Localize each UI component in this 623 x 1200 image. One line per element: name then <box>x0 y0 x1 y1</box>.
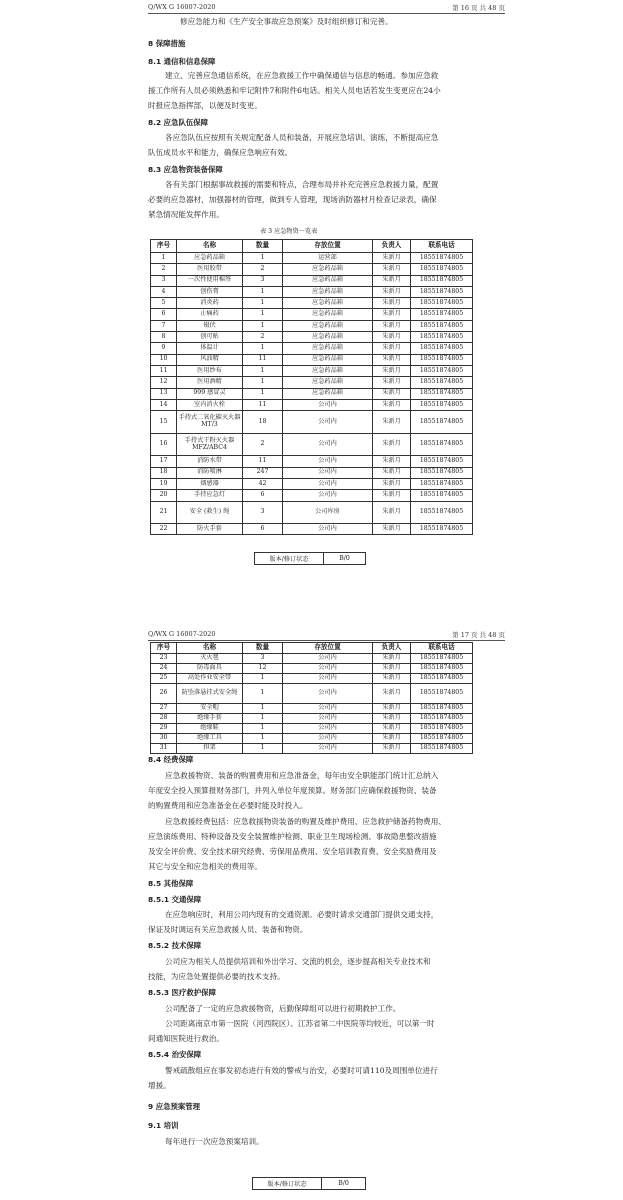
cell-owner: 朱新月 <box>373 501 411 524</box>
cell-phone: 18551874805 <box>411 343 473 354</box>
paragraph-line: 应急救援物资、装备的购置费用和应急准备金，每年由安全职能部门统计汇总纳入 <box>165 771 439 780</box>
cell-owner: 朱新月 <box>373 684 411 704</box>
cell-qty: 1 <box>243 309 283 320</box>
revision-value: B/0 <box>339 555 350 562</box>
cell-qty: 1 <box>243 734 283 744</box>
cell-no: 6 <box>151 309 177 320</box>
cell-phone: 18551874805 <box>411 467 473 478</box>
cell-name: 绝缘鞋 <box>177 724 243 734</box>
cell-location: 运营部 <box>283 253 373 264</box>
section-heading: 8.5 其他保障 <box>148 879 194 888</box>
cell-location: 公司内 <box>283 714 373 724</box>
cell-name: 应急药品箱 <box>177 253 243 264</box>
cell-no: 11 <box>151 365 177 376</box>
cell-location: 应急药品箱 <box>283 388 373 399</box>
section-heading: 8.5.3 医疗救护保障 <box>148 988 216 997</box>
table-row <box>151 275 473 286</box>
table-row <box>151 456 473 467</box>
cell-no: 1 <box>151 253 177 264</box>
paragraph-line: 各应急队伍应按照有关规定配备人员和装备，开展应急培训、演练，不断提高应急 <box>165 133 439 142</box>
cell-name: 止痛药 <box>177 309 243 320</box>
cell-no: 10 <box>151 354 177 365</box>
paragraph-line: 应急救援经费包括：应急救援物资装备的购置及维护费用、应急救护储备药物费用、 <box>165 817 446 826</box>
cell-owner: 朱新月 <box>373 456 411 467</box>
cell-location: 应急药品箱 <box>283 354 373 365</box>
cell-owner: 朱新月 <box>373 286 411 297</box>
cell-name: 防毒面具 <box>177 664 243 674</box>
cell-location: 应急药品箱 <box>283 332 373 343</box>
cell-location: 应急药品箱 <box>283 343 373 354</box>
cell-no: 2 <box>151 264 177 275</box>
cell-qty: 1 <box>243 298 283 309</box>
cell-qty: 1 <box>243 714 283 724</box>
cell-location: 公司内 <box>283 734 373 744</box>
cell-qty: 11 <box>243 354 283 365</box>
cell-location: 应急药品箱 <box>283 275 373 286</box>
cell-name: 绝缘手套 <box>177 714 243 724</box>
cell-name: 高处作业安全带 <box>177 674 243 684</box>
col-header-name: 名称 <box>177 240 243 253</box>
col-header-name: 名称 <box>177 643 243 654</box>
cell-owner: 朱新月 <box>373 490 411 501</box>
cell-phone: 18551874805 <box>411 354 473 365</box>
table-row <box>151 332 473 343</box>
cell-no: 20 <box>151 490 177 501</box>
cell-phone: 18551874805 <box>411 501 473 524</box>
paragraph-line: 保证及时调运有关应急救援人员、装备和物资。 <box>148 925 308 934</box>
cell-phone: 18551874805 <box>411 286 473 297</box>
revision-label: 版本/修订状态 <box>255 553 324 564</box>
cell-phone: 18551874805 <box>411 654 473 664</box>
cell-qty: 11 <box>243 399 283 410</box>
cell-qty: 1 <box>243 388 283 399</box>
cell-no: 30 <box>151 734 177 744</box>
table-row <box>151 343 473 354</box>
cell-owner: 朱新月 <box>373 343 411 354</box>
cell-phone: 18551874805 <box>411 724 473 734</box>
cell-qty: 1 <box>243 286 283 297</box>
cell-no: 14 <box>151 399 177 410</box>
cell-no: 15 <box>151 411 177 434</box>
cell-name: 防坠落悬挂式安全绳 <box>177 684 243 704</box>
col-header-no: 序号 <box>151 240 177 253</box>
cell-location: 应急药品箱 <box>283 298 373 309</box>
cell-phone: 18551874805 <box>411 674 473 684</box>
table-row <box>151 264 473 275</box>
paragraph-line: 的购置费用和应急准备金在必要时能及时投入。 <box>148 801 308 810</box>
cell-qty: 11 <box>243 456 283 467</box>
table-row <box>151 377 473 388</box>
cell-name: 医用酒精 <box>177 377 243 388</box>
cell-owner: 朱新月 <box>373 320 411 331</box>
revision-value: B/0 <box>338 1180 349 1187</box>
paragraph-line: 各有关部门根据事故救援的需要和特点，合理布局并补充完善应急救援力量，配置 <box>165 180 439 189</box>
cell-location: 公司内 <box>283 456 373 467</box>
paragraph-line: 队伍成员水平和能力，确保应急响应有效。 <box>148 148 293 157</box>
cell-qty: 42 <box>243 478 283 489</box>
cell-qty: 3 <box>243 501 283 524</box>
table-row <box>151 354 473 365</box>
cell-location: 应急药品箱 <box>283 377 373 388</box>
cell-phone: 18551874805 <box>411 744 473 754</box>
cell-name: 创可贴 <box>177 332 243 343</box>
document-page-17 <box>0 628 623 1200</box>
paragraph-line: 增援。 <box>148 1081 171 1090</box>
cell-location: 公司内 <box>283 490 373 501</box>
cell-phone: 18551874805 <box>411 456 473 467</box>
table-row <box>151 501 473 524</box>
col-header-phone: 联系电话 <box>411 240 473 253</box>
cell-owner: 朱新月 <box>373 253 411 264</box>
cell-owner: 朱新月 <box>373 744 411 754</box>
col-header-location: 存放位置 <box>283 240 373 253</box>
cell-name: 消炎药 <box>177 298 243 309</box>
paragraph-line: 及安全评价费、安全技术研究经费、劳保用品费用、安全培训教育费、安全奖励费用及 <box>148 847 437 856</box>
cell-no: 26 <box>151 684 177 704</box>
cell-no: 25 <box>151 674 177 684</box>
cell-owner: 朱新月 <box>373 332 411 343</box>
cell-owner: 朱新月 <box>373 298 411 309</box>
cell-no: 4 <box>151 286 177 297</box>
table-row <box>151 490 473 501</box>
table-row <box>151 744 473 754</box>
cell-phone: 18551874805 <box>411 684 473 704</box>
cell-phone: 18551874805 <box>411 524 473 535</box>
paragraph-line: 紧急情况能发挥作用。 <box>148 210 224 219</box>
section-heading: 9.1 培训 <box>148 1121 179 1130</box>
paragraph-line: 间通知医院进行救治。 <box>148 1034 224 1043</box>
table-row <box>151 253 473 264</box>
cell-no: 12 <box>151 377 177 388</box>
col-header-location: 存放位置 <box>283 643 373 654</box>
paragraph-line: 援工作所有人员必须熟悉和牢记附件7和附件6电话。相关人员电话若发生变更应在24小 <box>148 86 441 95</box>
cell-qty: 1 <box>243 674 283 684</box>
cell-owner: 朱新月 <box>373 309 411 320</box>
cell-phone: 18551874805 <box>411 490 473 501</box>
paragraph-line: 时报应急指挥部，以便及时变更。 <box>148 101 262 110</box>
cell-name: 担架 <box>177 744 243 754</box>
cell-qty: 12 <box>243 664 283 674</box>
cell-owner: 朱新月 <box>373 714 411 724</box>
col-header-qty: 数量 <box>243 643 283 654</box>
table-row <box>151 714 473 724</box>
cell-no: 19 <box>151 478 177 489</box>
cell-name: 手持应急灯 <box>177 490 243 501</box>
cell-owner: 朱新月 <box>373 654 411 664</box>
cell-name: 烟感器 <box>177 478 243 489</box>
cell-qty: 1 <box>243 343 283 354</box>
section-heading: 8.5.4 治安保障 <box>148 1050 202 1059</box>
table-row <box>151 365 473 376</box>
col-header-qty: 数量 <box>243 240 283 253</box>
cell-no: 18 <box>151 467 177 478</box>
cell-phone: 18551874805 <box>411 309 473 320</box>
cell-phone: 18551874805 <box>411 388 473 399</box>
table-row <box>151 286 473 297</box>
cell-name: 医用胶带 <box>177 264 243 275</box>
cell-owner: 朱新月 <box>373 674 411 684</box>
cell-no: 22 <box>151 524 177 535</box>
cell-location: 公司内 <box>283 704 373 714</box>
cell-no: 8 <box>151 332 177 343</box>
paragraph-line: 其它与安全和应急相关的费用等。 <box>148 862 262 871</box>
cell-owner: 朱新月 <box>373 388 411 399</box>
section-heading: 8.1 通信和信息保障 <box>148 57 216 66</box>
paragraph-line: 年度安全投入预算报财务部门，并列入单位年度预算。财务部门应确保救援物资、装备 <box>148 786 437 795</box>
document-page-16 <box>0 0 623 580</box>
paragraph-line: 公司应为相关人员提供培训和外出学习、交流的机会，逐步提高相关专业技术和 <box>165 957 431 966</box>
doc-number: Q/WX G 16007-2020 <box>148 3 216 11</box>
cell-location: 应急药品箱 <box>283 264 373 275</box>
table-row <box>151 320 473 331</box>
cell-owner: 朱新月 <box>373 264 411 275</box>
cell-qty: 1 <box>243 320 283 331</box>
table-row <box>151 734 473 744</box>
emergency-supplies-table <box>150 239 473 535</box>
cell-qty: 3 <box>243 654 283 664</box>
cell-qty: 1 <box>243 744 283 754</box>
cell-name: 999 感冒灵 <box>177 388 243 399</box>
cell-name: 医用纱布 <box>177 365 243 376</box>
cell-qty: 1 <box>243 253 283 264</box>
cell-phone: 18551874805 <box>411 478 473 489</box>
cell-qty: 247 <box>243 467 283 478</box>
cell-location: 公司内 <box>283 674 373 684</box>
table-row <box>151 433 473 456</box>
cell-qty: 3 <box>243 275 283 286</box>
table-row <box>151 411 473 434</box>
cell-phone: 18551874805 <box>411 365 473 376</box>
cell-owner: 朱新月 <box>373 478 411 489</box>
paragraph-line: 建立、完善应急通信系统，在应急救援工作中确保通信与信息的畅通。参加应急救 <box>165 71 439 80</box>
cell-phone: 18551874805 <box>411 298 473 309</box>
table-row <box>151 524 473 535</box>
cell-phone: 18551874805 <box>411 275 473 286</box>
cell-owner: 朱新月 <box>373 734 411 744</box>
paragraph-line: 修应急能力和《生产安全事故应急预案》及时组织修订和完善。 <box>180 17 393 26</box>
cell-phone: 18551874805 <box>411 411 473 434</box>
cell-location: 公司内 <box>283 654 373 664</box>
header-rule <box>148 640 505 641</box>
cell-qty: 1 <box>243 377 283 388</box>
table-row <box>151 664 473 674</box>
table-row <box>151 704 473 714</box>
cell-phone: 18551874805 <box>411 433 473 456</box>
cell-location: 公司内 <box>283 684 373 704</box>
cell-name: 安全 (救生) 绳 <box>177 501 243 524</box>
cell-qty: 1 <box>243 724 283 734</box>
cell-name: 室内消火栓 <box>177 399 243 410</box>
cell-location: 公司内 <box>283 433 373 456</box>
cell-no: 27 <box>151 704 177 714</box>
cell-name: 镊伏 <box>177 320 243 331</box>
cell-location: 应急药品箱 <box>283 309 373 320</box>
revision-status-box <box>252 1177 366 1190</box>
cell-qty: 2 <box>243 332 283 343</box>
cell-phone: 18551874805 <box>411 399 473 410</box>
cell-location: 公司内 <box>283 724 373 734</box>
cell-location: 公司内 <box>283 524 373 535</box>
cell-owner: 朱新月 <box>373 377 411 388</box>
paragraph-line: 应急演练费用、特种设备及安全装置维护检测、职业卫生现场检测、事故隐患整改措施 <box>148 832 437 841</box>
col-header-owner: 负责人 <box>373 240 411 253</box>
section-heading: 8.5.1 交通保障 <box>148 895 202 904</box>
cell-no: 16 <box>151 433 177 456</box>
section-heading: 8.4 经费保障 <box>148 755 194 764</box>
cell-qty: 18 <box>243 411 283 434</box>
cell-name: 手持式干粉灭火器 MFZ/ABC4 <box>177 433 243 456</box>
cell-owner: 朱新月 <box>373 664 411 674</box>
cell-no: 29 <box>151 724 177 734</box>
table-header-row <box>151 240 473 253</box>
cell-name: 创伤膏 <box>177 286 243 297</box>
col-header-phone: 联系电话 <box>411 643 473 654</box>
cell-name: 一次性使用棉签 <box>177 275 243 286</box>
cell-phone: 18551874805 <box>411 734 473 744</box>
cell-qty: 6 <box>243 490 283 501</box>
table-row <box>151 684 473 704</box>
cell-qty: 6 <box>243 524 283 535</box>
cell-no: 5 <box>151 298 177 309</box>
cell-phone: 18551874805 <box>411 714 473 724</box>
paragraph-line: 每年进行一次应急预案培训。 <box>165 1137 264 1146</box>
cell-location: 公司内 <box>283 411 373 434</box>
cell-location: 公司内 <box>283 744 373 754</box>
table-row <box>151 399 473 410</box>
section-heading: 9 应急预案管理 <box>148 1102 201 1111</box>
paragraph-line: 警戒疏散组应在事发初态进行有效的警戒与治安，必要时可请110及周围单位进行 <box>165 1066 438 1075</box>
cell-owner: 朱新月 <box>373 411 411 434</box>
table-header-row <box>151 643 473 654</box>
section-heading: 8 保障措施 <box>148 39 186 48</box>
cell-phone: 18551874805 <box>411 704 473 714</box>
cell-phone: 18551874805 <box>411 264 473 275</box>
cell-location: 公司内 <box>283 467 373 478</box>
section-heading: 8.2 应急队伍保障 <box>148 118 209 127</box>
paragraph-line: 公司距离南京市第一医院（河西院区）、江苏省第二中医院等均较近，可以第一时 <box>165 1019 435 1028</box>
cell-name: 消防水带 <box>177 456 243 467</box>
table-caption: 表 3 应急物资一览表 <box>260 228 318 235</box>
cell-phone: 18551874805 <box>411 253 473 264</box>
page-number: 第 17 页 共 48 页 <box>452 631 505 639</box>
col-header-no: 序号 <box>151 643 177 654</box>
paragraph-line: 技能，为应急处置提供必要的技术支持。 <box>148 972 285 981</box>
cell-owner: 朱新月 <box>373 467 411 478</box>
section-heading: 8.5.2 技术保障 <box>148 941 202 950</box>
cell-no: 7 <box>151 320 177 331</box>
cell-qty: 1 <box>243 684 283 704</box>
cell-location: 应急药品箱 <box>283 286 373 297</box>
cell-location: 公司内 <box>283 478 373 489</box>
paragraph-line: 公司配备了一定的应急救援物资，后勤保障组可以进行初期救护工作。 <box>165 1004 401 1013</box>
cell-name: 灭火毯 <box>177 654 243 664</box>
cell-name: 手持式二氧化碳灭火器 MT/3 <box>177 411 243 434</box>
cell-location: 公司库房 <box>283 501 373 524</box>
table-row <box>151 467 473 478</box>
cell-no: 23 <box>151 654 177 664</box>
doc-number: Q/WX G 16007-2020 <box>148 630 216 638</box>
cell-phone: 18551874805 <box>411 332 473 343</box>
cell-owner: 朱新月 <box>373 724 411 734</box>
cell-phone: 18551874805 <box>411 320 473 331</box>
table-row <box>151 309 473 320</box>
cell-qty: 2 <box>243 264 283 275</box>
cell-name: 绝缘工具 <box>177 734 243 744</box>
page-number: 第 16 页 共 48 页 <box>452 4 505 12</box>
cell-name: 消防喷淋 <box>177 467 243 478</box>
paragraph-line: 必要的应急器材，加强器材的管理，做到专人管理，现场消防器材月检查记录表，确保 <box>148 195 437 204</box>
header-rule <box>148 13 505 14</box>
cell-owner: 朱新月 <box>373 354 411 365</box>
cell-owner: 朱新月 <box>373 524 411 535</box>
cell-owner: 朱新月 <box>373 365 411 376</box>
table-row <box>151 674 473 684</box>
cell-location: 公司内 <box>283 664 373 674</box>
cell-owner: 朱新月 <box>373 433 411 456</box>
cell-no: 13 <box>151 388 177 399</box>
table-row <box>151 478 473 489</box>
cell-location: 应急药品箱 <box>283 320 373 331</box>
cell-qty: 2 <box>243 433 283 456</box>
cell-no: 31 <box>151 744 177 754</box>
section-heading: 8.3 应急物资装备保障 <box>148 165 223 174</box>
cell-phone: 18551874805 <box>411 664 473 674</box>
col-header-owner: 负责人 <box>373 643 411 654</box>
cell-name: 安全帽 <box>177 704 243 714</box>
cell-no: 9 <box>151 343 177 354</box>
cell-owner: 朱新月 <box>373 399 411 410</box>
cell-name: 风油精 <box>177 354 243 365</box>
cell-no: 24 <box>151 664 177 674</box>
cell-location: 公司内 <box>283 399 373 410</box>
cell-no: 28 <box>151 714 177 724</box>
cell-qty: 1 <box>243 704 283 714</box>
table-row <box>151 388 473 399</box>
cell-qty: 1 <box>243 365 283 376</box>
table-row <box>151 298 473 309</box>
cell-no: 21 <box>151 501 177 524</box>
cell-owner: 朱新月 <box>373 704 411 714</box>
paragraph-line: 在应急响应时，利用公司内现有的交通资源。必要时请求交通部门提供交通支持， <box>165 910 439 919</box>
emergency-supplies-table-continued <box>150 642 473 754</box>
cell-name: 防火手套 <box>177 524 243 535</box>
revision-status-box <box>254 552 366 565</box>
cell-owner: 朱新月 <box>373 275 411 286</box>
cell-no: 17 <box>151 456 177 467</box>
cell-no: 3 <box>151 275 177 286</box>
revision-label: 版本/修订状态 <box>253 1178 322 1189</box>
table-row <box>151 654 473 664</box>
cell-name: 体温计 <box>177 343 243 354</box>
table-row <box>151 724 473 734</box>
cell-location: 应急药品箱 <box>283 365 373 376</box>
cell-phone: 18551874805 <box>411 377 473 388</box>
